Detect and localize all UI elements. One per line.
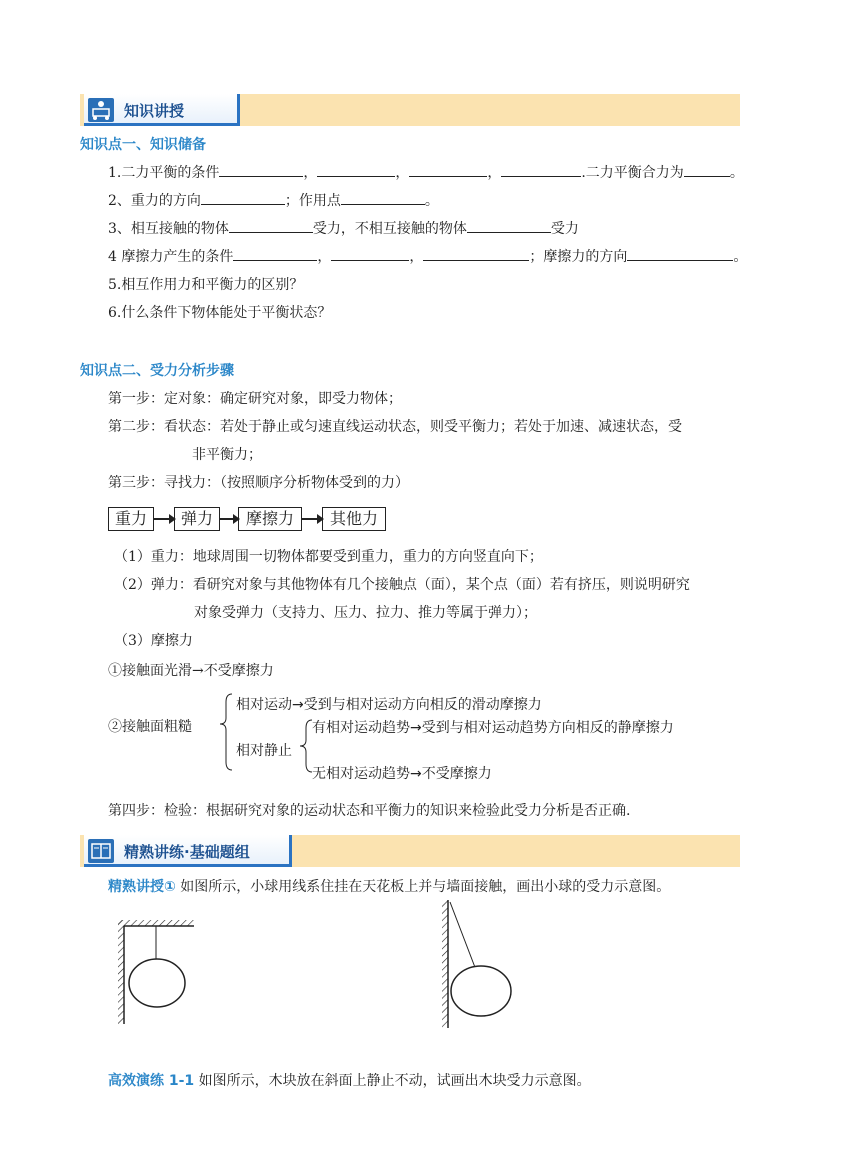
flow-arrow (302, 518, 322, 520)
kp1-item-6: 6.什么条件下物体能处于平衡状态？ (108, 305, 332, 321)
force-friction: （3）摩擦力 (114, 633, 193, 649)
friction-tendency-no: 无相对运动趋势→不受摩擦力 (312, 766, 492, 782)
example-2-label: 高效演练 1-1 (108, 1073, 195, 1089)
book-icon (88, 839, 114, 863)
flow-box-other: 其他力 (322, 507, 386, 531)
flow-arrow (220, 518, 238, 520)
figure-ceiling-ball (110, 918, 200, 1028)
step-3: 第三步：寻找力：（按照顺序分析物体受到的力） (108, 475, 409, 491)
example-1 (108, 876, 670, 896)
section-badge (84, 94, 240, 126)
example-1-text: 如图所示，小球用线系住挂在天花板上并与墙面接触，画出小球的受力示意图。 (175, 879, 671, 895)
friction-relative-rest: 相对静止 (236, 743, 292, 759)
kp1-item-4: 4 摩擦力产生的条件 ， ， ；摩擦力的方向 。 (108, 246, 747, 266)
friction-tendency-yes: 有相对运动趋势→受到与相对运动趋势方向相反的静摩擦力 (312, 720, 674, 736)
step-4: 第四步：检验：根据研究对象的运动状态和平衡力的知识来检验此受力分析是否正确. (108, 803, 631, 819)
section-title: 精熟讲练·基础题组 (124, 843, 250, 861)
step-1: 第一步：定对象：确定研究对象，即受力物体； (108, 391, 402, 407)
force-elastic-line2: 对象受弹力（支持力、压力、拉力、推力等属于弹力）； (194, 605, 537, 621)
teacher-icon (88, 98, 114, 122)
figure-wall-ball (436, 898, 536, 1030)
kp1-item-5: 5.相互作用力和平衡力的区别？ (108, 277, 304, 293)
section-badge (84, 835, 292, 867)
section-header-practice (80, 835, 740, 867)
flow-box-gravity: 重力 (108, 507, 154, 531)
step-2-line2: 非平衡力； (192, 447, 262, 463)
friction-rough: ②接触面粗糙 (108, 719, 192, 735)
flow-arrow (154, 518, 174, 520)
example-2-text: 如图所示，木块放在斜面上静止不动，试画出木块受力示意图。 (194, 1073, 591, 1089)
friction-smooth: ①接触面光滑→不受摩擦力 (108, 663, 274, 679)
section-title: 知识讲授 (124, 102, 185, 120)
example-2 (108, 1070, 591, 1090)
flow-box-elastic: 弹力 (174, 507, 220, 531)
kp1-item-2: 2、重力的方向 ；作用点 。 (108, 190, 439, 210)
kp2-heading: 知识点二、受力分析步骤 (80, 363, 234, 379)
friction-relative-motion: 相对运动→受到与相对运动方向相反的滑动摩擦力 (236, 697, 542, 713)
flow-box-friction: 摩擦力 (238, 507, 302, 531)
step-2-line1: 第二步：看状态：若处于静止或匀速直线运动状态，则受平衡力；若处于加速、减速状态，受 (108, 419, 682, 435)
section-header-knowledge (80, 94, 740, 126)
example-1-label: 精熟讲授① (108, 879, 176, 895)
kp1-item-1: 1.二力平衡的条件 ， ， ， .二力平衡合力为 。 (108, 162, 744, 182)
kp1-item-3: 3、相互接触的物体 受力，不相互接触的物体 受力 (108, 218, 579, 238)
force-elastic-line1: （2）弹力：看研究对象与其他物体有几个接触点（面），某个点（面）若有挤压，则说明研究 (114, 577, 690, 593)
kp1-heading: 知识点一、知识储备 (80, 137, 206, 153)
force-gravity: （1）重力：地球周围一切物体都要受到重力，重力的方向竖直向下； (114, 549, 543, 565)
